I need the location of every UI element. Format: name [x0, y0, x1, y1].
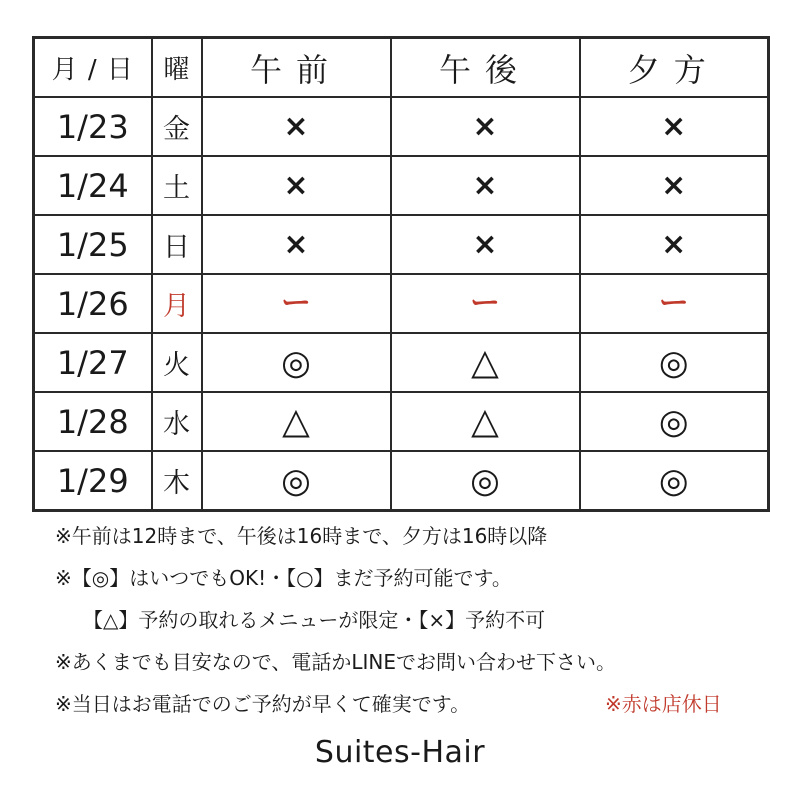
available-mark: ◎ — [658, 342, 689, 383]
evening-slot-cell — [580, 392, 769, 451]
date-column-header: 月 / 日 — [34, 38, 152, 98]
same-day-note: ※当日はお電話でのご予約が早くて確実です。 — [55, 692, 471, 716]
evening-slot-cell — [580, 274, 769, 333]
availability-table — [32, 36, 770, 512]
legend-note-available: ※【◎】はいつでもOK!・【○】まだ予約可能です。 — [55, 566, 512, 590]
unavailable-mark: × — [472, 226, 498, 262]
available-mark: ◎ — [281, 460, 311, 501]
unavailable-mark: × — [472, 108, 498, 144]
weekday-cell-closed: 月 — [152, 274, 202, 333]
table-row — [34, 333, 769, 392]
closed-dash-mark: ー — [470, 285, 500, 321]
unavailable-mark: × — [472, 167, 498, 203]
morning-slot-cell — [202, 97, 391, 156]
date-cell: 1/24 — [34, 156, 152, 215]
weekday-cell: 木 — [152, 451, 202, 511]
available-mark: ◎ — [470, 460, 500, 501]
afternoon-slot-cell — [391, 274, 580, 333]
evening-column-header: 夕方 — [580, 38, 769, 98]
date-cell: 1/27 — [34, 333, 152, 392]
morning-slot-cell — [202, 274, 391, 333]
closed-dash-mark: ー — [658, 285, 689, 321]
evening-slot-cell — [580, 451, 769, 511]
afternoon-slot-cell — [391, 333, 580, 392]
morning-column-header: 午前 — [202, 38, 391, 98]
available-mark: ◎ — [658, 460, 689, 501]
unavailable-mark: × — [661, 108, 687, 144]
contact-note: ※あくまでも目安なので、電話かLINEでお問い合わせ下さい。 — [55, 650, 616, 674]
unavailable-mark: × — [661, 167, 687, 203]
unavailable-mark: × — [283, 108, 309, 144]
header-row — [34, 38, 769, 98]
time-definition-note: ※午前は12時まで、午後は16時まで、夕方は16時以降 — [55, 524, 548, 548]
morning-slot-cell — [202, 392, 391, 451]
evening-slot-cell — [580, 215, 769, 274]
available-mark: ◎ — [281, 342, 311, 383]
morning-slot-cell — [202, 333, 391, 392]
unavailable-mark: × — [283, 226, 309, 262]
afternoon-slot-cell — [391, 215, 580, 274]
afternoon-slot-cell — [391, 97, 580, 156]
closed-dash-mark: ー — [281, 285, 311, 321]
available-mark: ◎ — [658, 401, 689, 442]
table-row — [34, 451, 769, 511]
weekday-cell: 日 — [152, 215, 202, 274]
weekday-cell: 金 — [152, 97, 202, 156]
shop-name: Suites-Hair — [314, 735, 486, 770]
unavailable-mark: × — [661, 226, 687, 262]
evening-slot-cell — [580, 333, 769, 392]
date-cell: 1/23 — [34, 97, 152, 156]
afternoon-slot-cell — [391, 392, 580, 451]
evening-slot-cell — [580, 97, 769, 156]
evening-slot-cell — [580, 156, 769, 215]
limited-mark: △ — [282, 400, 310, 442]
table-row — [34, 392, 769, 451]
weekday-cell: 火 — [152, 333, 202, 392]
unavailable-mark: × — [283, 167, 309, 203]
day-column-header: 曜 — [152, 38, 202, 98]
afternoon-column-header: 午後 — [391, 38, 580, 98]
morning-slot-cell — [202, 156, 391, 215]
weekday-cell: 水 — [152, 392, 202, 451]
weekday-cell: 土 — [152, 156, 202, 215]
date-cell: 1/26 — [34, 274, 152, 333]
table-row — [34, 215, 769, 274]
legend-note-limited: 【△】予約の取れるメニューが限定・【×】予約不可 — [83, 608, 546, 632]
table-row — [34, 156, 769, 215]
date-cell: 1/28 — [34, 392, 152, 451]
date-cell: 1/29 — [34, 451, 152, 511]
date-cell: 1/25 — [34, 215, 152, 274]
limited-mark: △ — [471, 341, 499, 383]
afternoon-slot-cell — [391, 156, 580, 215]
morning-slot-cell — [202, 451, 391, 511]
table-row-closed — [34, 274, 769, 333]
table-row — [34, 97, 769, 156]
limited-mark: △ — [471, 400, 499, 442]
afternoon-slot-cell — [391, 451, 580, 511]
morning-slot-cell — [202, 215, 391, 274]
closed-day-note: ※赤は店休日 — [605, 692, 722, 716]
